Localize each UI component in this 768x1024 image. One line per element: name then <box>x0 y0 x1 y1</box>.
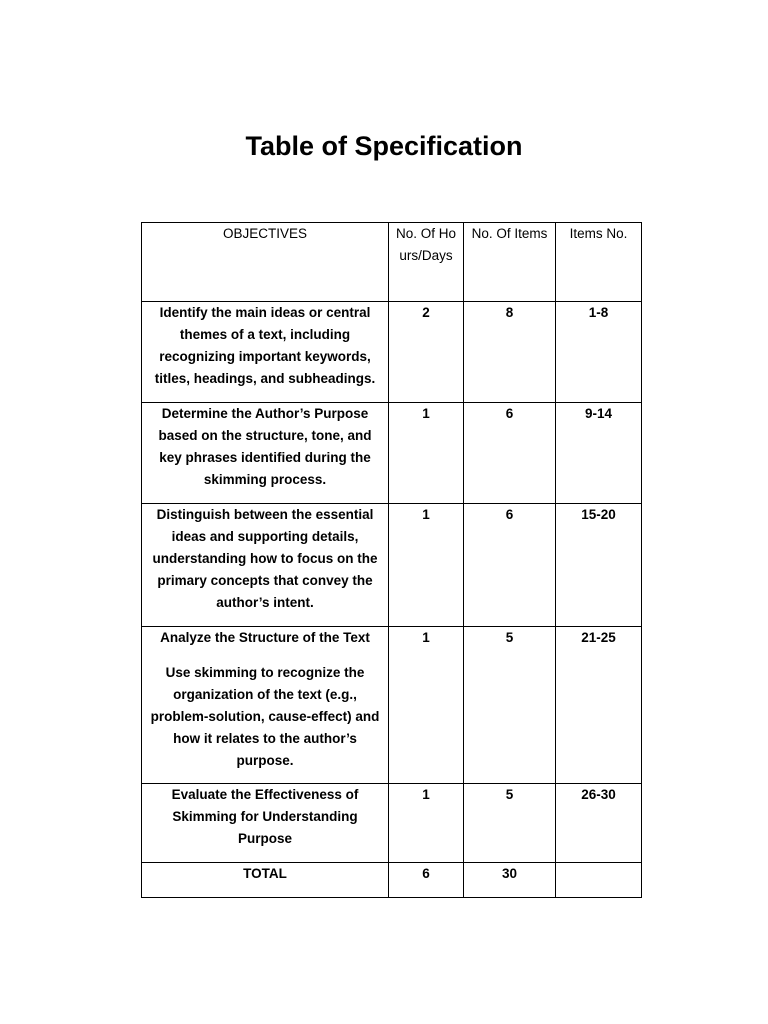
item-numbers-cell: 26-30 <box>556 784 642 863</box>
item-numbers-cell: 15-20 <box>556 504 642 627</box>
objective-heading: Analyze the Structure of the Text <box>160 630 370 645</box>
header-hours-label: No. Of Hours/Days <box>395 226 457 263</box>
objective-cell: Evaluate the Effectiveness of Skimming for Understanding Purpose <box>142 784 389 863</box>
items-cell: 5 <box>464 627 556 784</box>
items-cell: 8 <box>464 302 556 403</box>
objective-cell: Identify the main ideas or central themes of a text, including recognizing important keywords, titles, headings, and subheadings. <box>142 302 389 403</box>
table-header-row <box>142 223 642 302</box>
total-item-numbers <box>556 863 642 898</box>
item-numbers-cell: 9-14 <box>556 403 642 504</box>
table-row <box>142 403 642 504</box>
hours-cell: 1 <box>389 504 464 627</box>
hours-cell: 1 <box>389 784 464 863</box>
total-hours: 6 <box>389 863 464 898</box>
header-item-numbers: Items No. <box>556 223 642 302</box>
specification-table <box>141 222 642 898</box>
objective-cell <box>142 627 389 784</box>
objective-cell: Determine the Author’s Purpose based on the structure, tone, and key phrases identified during the skimming process. <box>142 403 389 504</box>
table-row <box>142 302 642 403</box>
table-row <box>142 627 642 784</box>
total-row <box>142 863 642 898</box>
total-items: 30 <box>464 863 556 898</box>
page-title: Table of Specification <box>245 131 523 161</box>
hours-cell: 1 <box>389 403 464 504</box>
item-numbers-cell: 1-8 <box>556 302 642 403</box>
header-hours <box>389 223 464 302</box>
items-cell: 5 <box>464 784 556 863</box>
hours-cell: 1 <box>389 627 464 784</box>
total-label: TOTAL <box>142 863 389 898</box>
header-items: No. Of Items <box>464 223 556 302</box>
objective-detail: Use skimming to recognize the organization of the text (e.g., problem-solution, cause-effect) and how it relates to the author’s purpose. <box>150 665 380 768</box>
table-row <box>142 504 642 627</box>
hours-cell: 2 <box>389 302 464 403</box>
header-objectives: OBJECTIVES <box>142 223 389 302</box>
objective-cell: Distinguish between the essential ideas and supporting details, understanding how to focus on the primary concepts that convey the author’s intent. <box>142 504 389 627</box>
items-cell: 6 <box>464 403 556 504</box>
table-row <box>142 784 642 863</box>
item-numbers-cell: 21-25 <box>556 627 642 784</box>
items-cell: 6 <box>464 504 556 627</box>
